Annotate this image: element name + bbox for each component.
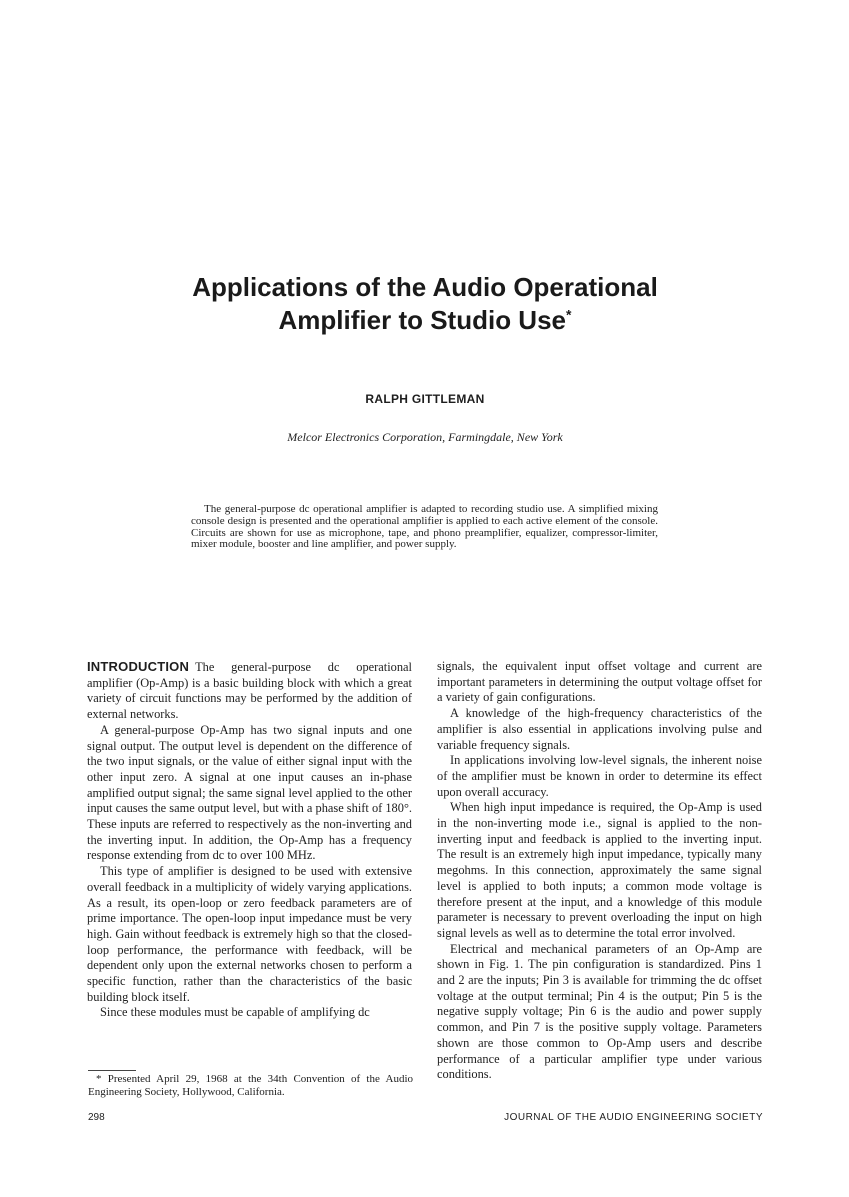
right-paragraph-1: signals, the equivalent input offset voltage and current are important parameters in determining the output voltage offset for a variety of gain configurations. xyxy=(437,659,762,705)
right-paragraph-5: Electrical and mechanical parameters of an Op-Amp are shown in Fig. 1. The pin configuration is standardized. Pins 1 and 2 are the inputs; Pin 3 is available for trimming the dc offset voltage at the output terminal; Pin 4 is the output; Pin 5 is the negative supply voltage; Pin 6 is the audio and power supply common, and Pin 7 is the positive supply voltage. Parameters shown are those common to Op-Amp users and describe performance of a particular amplifier type under various conditions. xyxy=(437,941,762,1082)
footnote-text: * Presented April 29, 1968 at the 34th Convention of the Audio Engineering Society, Hollywood, California. xyxy=(88,1073,413,1098)
left-column xyxy=(87,659,412,1021)
intro-paragraph-1 xyxy=(87,659,412,723)
title-footnote-marker: * xyxy=(566,306,572,323)
section-heading: INTRODUCTION xyxy=(87,659,190,674)
right-paragraph-2: A knowledge of the high-frequency characteristics of the amplifier is also essential in applications involving pulse and variable frequency signals. xyxy=(437,706,762,752)
right-paragraph-3: In applications involving low-level signals, the inherent noise of the amplifier must be known in order to determine its effect upon overall accuracy. xyxy=(437,753,762,799)
footnote-divider xyxy=(88,1070,136,1071)
abstract-text: The general-purpose dc operational amplifier is adapted to recording studio use. A simplified mixing console design is presented and the operational amplifier is applied to each active element of the console. Circuits are shown for use as microphone, tape, and phono preamplifier, equalizer, compressor-limiter, mixer module, booster and line amplifier, and power supply. xyxy=(191,503,658,551)
abstract xyxy=(191,504,658,551)
author-name: RALPH GITTLEMAN xyxy=(365,392,485,406)
author-affiliation: Melcor Electronics Corporation, Farmingdale, New York xyxy=(287,430,563,444)
title-line-2 xyxy=(150,304,700,337)
title-line-1: Applications of the Audio Operational xyxy=(192,272,658,302)
left-paragraph-4: Since these modules must be capable of amplifying dc xyxy=(100,1005,370,1020)
title-line-2-text: Amplifier to Studio Use xyxy=(278,305,566,335)
left-paragraph-1-text: The general-purpose dc operational amplifier (Op-Amp) is a basic building block with which a great variety of circuit functions may be performed by the addition of external networks. xyxy=(87,660,412,722)
left-paragraph-2: A general-purpose Op-Amp has two signal inputs and one signal output. The output level is dependent on the difference of the two input signals, or the value of either signal input with the other input zero. A signal at one input causes an in-phase amplified output signal; the same signal level applied to the other input causes the same output level, but with a phase shift of 180°. These inputs are referred to respectively as the non-inverting and the inverting input. In addition, the Op-Amp has a frequency response extending from dc to over 100 MHz. xyxy=(87,722,412,863)
page-number: 298 xyxy=(88,1112,105,1123)
left-paragraph-3: This type of amplifier is designed to be used with extensive overall feedback in a multiplicity of widely varying applications. As a result, its open-loop or zero feedback parameters are of prime importance. The open-loop input impedance must be very high. Gain without feedback is extremely high so that the closed-loop performance, the performance with feedback, will be dependent only upon the external networks chosen to perform a specific function, rather than the characteristics of the basic building block itself. xyxy=(87,864,412,1004)
paper-title xyxy=(150,271,700,337)
right-column xyxy=(437,659,762,1083)
journal-name: JOURNAL OF THE AUDIO ENGINEERING SOCIETY xyxy=(504,1112,763,1123)
right-paragraph-4: When high input impedance is required, the Op-Amp is used in the non-inverting mode i.e., signal is applied to the non-inverting input and feedback is applied to the inverting input. The result is an extremely high input impedance, typically many megohms. In this connection, approximately the same signal level is applied to both inputs; a common mode voltage is therefore present at the input, and a knowledge of this module parameter is necessary to prevent overloading the input on high signal levels as well as to determine the total error involved. xyxy=(437,800,762,940)
footnote xyxy=(88,1073,413,1098)
